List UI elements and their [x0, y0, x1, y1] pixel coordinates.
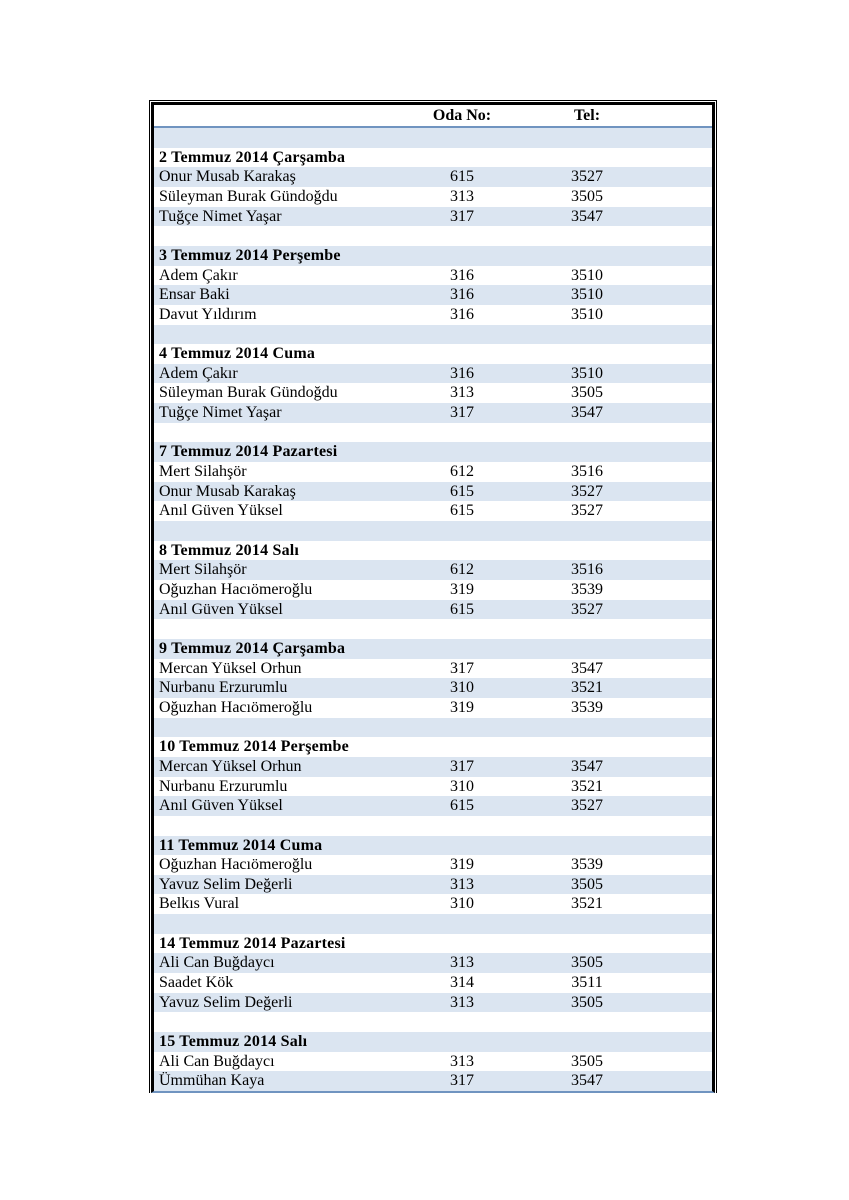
entry-row: [154, 600, 712, 620]
tel-number-cell: 3547: [571, 404, 603, 422]
date-row: [154, 737, 712, 757]
tel-number-cell: 3547: [571, 1072, 603, 1090]
tel-number-cell: 3527: [571, 502, 603, 520]
filler-cell: [662, 953, 712, 973]
tel-number-cell: 3539: [571, 698, 603, 716]
date-cell: 11 Temmuz 2014 Cuma: [159, 836, 323, 854]
entry-row: [154, 1071, 712, 1091]
blank-row: [154, 816, 712, 836]
room-number-cell: 313: [450, 993, 474, 1011]
filler-cell: [662, 207, 712, 227]
person-name-cell: Saadet Kök: [159, 974, 234, 992]
room-number-cell: 310: [450, 679, 474, 697]
blank-row: [154, 914, 712, 934]
blank-row: [154, 718, 712, 738]
date-cell: 3 Temmuz 2014 Perşembe: [159, 246, 341, 264]
filler-cell: [662, 973, 712, 993]
entry-row: [154, 207, 712, 227]
date-row: [154, 442, 712, 462]
person-name-cell: Ümmühan Kaya: [159, 1072, 265, 1090]
room-number-cell: 316: [450, 266, 474, 284]
entry-row: [154, 973, 712, 993]
tel-number-cell: 3505: [571, 384, 603, 402]
entry-row: [154, 580, 712, 600]
date-cell: 10 Temmuz 2014 Perşembe: [159, 738, 349, 756]
person-name-cell: Onur Musab Karakaş: [159, 482, 296, 500]
room-number-cell: 310: [450, 895, 474, 913]
date-row: [154, 148, 712, 168]
person-name-cell: Adem Çakır: [159, 266, 238, 284]
person-name-cell: Oğuzhan Hacıömeroğlu: [159, 856, 313, 874]
person-name-cell: Ensar Baki: [159, 286, 230, 304]
room-number-cell: 310: [450, 777, 474, 795]
filler-cell: [662, 894, 712, 914]
entry-row: [154, 285, 712, 305]
blank-cell: [154, 521, 712, 541]
person-name-cell: Oğuzhan Hacıömeroğlu: [159, 698, 313, 716]
person-name-cell: Süleyman Burak Gündoğdu: [159, 384, 338, 402]
tel-number-cell: 3516: [571, 561, 603, 579]
tel-number-cell: 3521: [571, 895, 603, 913]
blank-row: [154, 325, 712, 345]
tel-number-cell: 3511: [571, 974, 603, 992]
tel-number-cell: 3547: [571, 659, 603, 677]
entry-row: [154, 167, 712, 187]
blank-cell: [154, 325, 712, 345]
person-name-cell: Tuğçe Nimet Yaşar: [159, 404, 282, 422]
filler-cell: [662, 600, 712, 620]
blank-row: [154, 423, 712, 443]
person-name-cell: Anıl Güven Yüksel: [159, 600, 283, 618]
tel-number-cell: 3539: [571, 856, 603, 874]
room-number-cell: 313: [450, 875, 474, 893]
entry-row: [154, 757, 712, 777]
date-cell: 2 Temmuz 2014 Çarşamba: [159, 148, 346, 166]
room-number-cell: 313: [450, 187, 474, 205]
filler-cell: [662, 364, 712, 384]
room-number-cell: 316: [450, 286, 474, 304]
person-name-cell: Ali Can Buğdaycı: [159, 1052, 275, 1070]
entry-row: [154, 462, 712, 482]
tel-number-cell: 3547: [571, 207, 603, 225]
person-name-cell: Belkıs Vural: [159, 895, 240, 913]
filler-cell: [662, 167, 712, 187]
tel-number-cell: 3539: [571, 581, 603, 599]
person-name-cell: Oğuzhan Hacıömeroğlu: [159, 581, 313, 599]
entry-row: [154, 501, 712, 521]
filler-cell: [662, 757, 712, 777]
room-number-cell: 615: [450, 797, 474, 815]
tel-number-cell: 3521: [571, 777, 603, 795]
room-number-cell: 316: [450, 364, 474, 382]
room-number-cell: 317: [450, 207, 474, 225]
date-cell: 9 Temmuz 2014 Çarşamba: [159, 639, 346, 657]
tel-number-cell: 3547: [571, 757, 603, 775]
room-number-cell: 316: [450, 305, 474, 323]
person-name-cell: Yavuz Selim Değerli: [159, 875, 293, 893]
room-number-cell: 319: [450, 856, 474, 874]
blank-cell: [154, 423, 712, 443]
date-row: [154, 541, 712, 561]
room-number-cell: 317: [450, 659, 474, 677]
entry-row: [154, 403, 712, 423]
entry-row: [154, 777, 712, 797]
blank-cell: [154, 226, 712, 246]
filler-cell: [662, 462, 712, 482]
entry-row: [154, 894, 712, 914]
date-cell: 4 Temmuz 2014 Cuma: [159, 345, 316, 363]
date-row: [154, 246, 712, 266]
entry-row: [154, 266, 712, 286]
room-number-cell: 319: [450, 581, 474, 599]
filler-cell: [662, 580, 712, 600]
room-number-cell: 313: [450, 954, 474, 972]
tel-number-cell: 3505: [571, 1052, 603, 1070]
blank-row: [154, 619, 712, 639]
entry-row: [154, 953, 712, 973]
entry-row: [154, 796, 712, 816]
filler-cell: [662, 698, 712, 718]
date-row: [154, 836, 712, 856]
date-cell: 8 Temmuz 2014 Salı: [159, 541, 300, 559]
filler-cell: [662, 560, 712, 580]
filler-cell: [662, 266, 712, 286]
tel-number-cell: 3521: [571, 679, 603, 697]
room-number-cell: 615: [450, 168, 474, 186]
date-row: [154, 639, 712, 659]
filler-cell: [662, 482, 712, 502]
blank-row: [154, 226, 712, 246]
person-name-cell: Mert Silahşör: [159, 561, 247, 579]
person-name-cell: Ali Can Buğdaycı: [159, 954, 275, 972]
room-number-cell: 319: [450, 698, 474, 716]
blank-cell: [154, 816, 712, 836]
tel-number-cell: 3510: [571, 286, 603, 304]
entry-row: [154, 678, 712, 698]
entry-row: [154, 659, 712, 679]
filler-cell: [662, 187, 712, 207]
filler-cell: [662, 796, 712, 816]
date-cell: 14 Temmuz 2014 Pazartesi: [159, 934, 346, 952]
entry-row: [154, 305, 712, 325]
room-number-cell: 313: [450, 384, 474, 402]
entry-row: [154, 560, 712, 580]
entry-row: [154, 383, 712, 403]
filler-cell: [662, 1071, 712, 1091]
room-number-cell: 615: [450, 600, 474, 618]
tel-number-cell: 3527: [571, 797, 603, 815]
date-cell: 15 Temmuz 2014 Salı: [159, 1033, 308, 1051]
entry-row: [154, 482, 712, 502]
room-number-cell: 317: [450, 757, 474, 775]
room-number-cell: 615: [450, 502, 474, 520]
room-number-cell: 615: [450, 482, 474, 500]
date-row: [154, 934, 712, 954]
tel-column-header: Tel:: [512, 105, 662, 127]
person-name-cell: Tuğçe Nimet Yaşar: [159, 207, 282, 225]
tel-number-cell: 3505: [571, 993, 603, 1011]
blank-cell: [154, 718, 712, 738]
schedule-table-frame: [149, 100, 717, 1093]
person-name-cell: Davut Yıldırım: [159, 305, 257, 323]
filler-cell: [662, 678, 712, 698]
name-column-header: [154, 105, 412, 127]
blank-row: [154, 1012, 712, 1032]
schedule-table: [154, 105, 712, 1091]
person-name-cell: Mert Silahşör: [159, 463, 247, 481]
person-name-cell: Onur Musab Karakaş: [159, 168, 296, 186]
tel-number-cell: 3510: [571, 364, 603, 382]
tel-number-cell: 3527: [571, 600, 603, 618]
tel-number-cell: 3505: [571, 954, 603, 972]
entry-row: [154, 993, 712, 1013]
filler-cell: [662, 777, 712, 797]
person-name-cell: Süleyman Burak Gündoğdu: [159, 187, 338, 205]
tel-number-cell: 3505: [571, 875, 603, 893]
person-name-cell: Anıl Güven Yüksel: [159, 797, 283, 815]
filler-cell: [662, 403, 712, 423]
person-name-cell: Anıl Güven Yüksel: [159, 502, 283, 520]
entry-row: [154, 855, 712, 875]
entry-row: [154, 1052, 712, 1072]
room-number-cell: 612: [450, 561, 474, 579]
room-number-cell: 314: [450, 974, 474, 992]
person-name-cell: Nurbanu Erzurumlu: [159, 679, 288, 697]
entry-row: [154, 698, 712, 718]
tel-number-cell: 3527: [571, 482, 603, 500]
person-name-cell: Mercan Yüksel Orhun: [159, 659, 302, 677]
tel-number-cell: 3527: [571, 168, 603, 186]
entry-row: [154, 875, 712, 895]
blank-row: [154, 521, 712, 541]
date-cell: 7 Temmuz 2014 Pazartesi: [159, 443, 338, 461]
entry-row: [154, 187, 712, 207]
blank-row: [154, 127, 712, 148]
table-header-row: [154, 105, 712, 127]
filler-cell: [662, 305, 712, 325]
filler-cell: [662, 501, 712, 521]
schedule-body: [154, 127, 712, 1091]
blank-cell: [154, 619, 712, 639]
filler-cell: [662, 285, 712, 305]
entry-row: [154, 364, 712, 384]
tel-number-cell: 3516: [571, 463, 603, 481]
filler-column-header: [662, 105, 712, 127]
date-row: [154, 344, 712, 364]
person-name-cell: Yavuz Selim Değerli: [159, 993, 293, 1011]
person-name-cell: Adem Çakır: [159, 364, 238, 382]
person-name-cell: Mercan Yüksel Orhun: [159, 757, 302, 775]
schedule-table-inner-frame: [151, 102, 715, 1093]
blank-cell: [154, 127, 712, 148]
tel-number-cell: 3505: [571, 187, 603, 205]
blank-cell: [154, 1012, 712, 1032]
person-name-cell: Nurbanu Erzurumlu: [159, 777, 288, 795]
room-number-cell: 612: [450, 463, 474, 481]
room-number-cell: 317: [450, 1072, 474, 1090]
blank-cell: [154, 914, 712, 934]
room-number-cell: 313: [450, 1052, 474, 1070]
filler-cell: [662, 855, 712, 875]
filler-cell: [662, 875, 712, 895]
filler-cell: [662, 993, 712, 1013]
filler-cell: [662, 1052, 712, 1072]
room-number-cell: 317: [450, 404, 474, 422]
filler-cell: [662, 383, 712, 403]
date-row: [154, 1032, 712, 1052]
filler-cell: [662, 659, 712, 679]
tel-number-cell: 3510: [571, 266, 603, 284]
tel-number-cell: 3510: [571, 305, 603, 323]
room-column-header: Oda No:: [412, 105, 512, 127]
